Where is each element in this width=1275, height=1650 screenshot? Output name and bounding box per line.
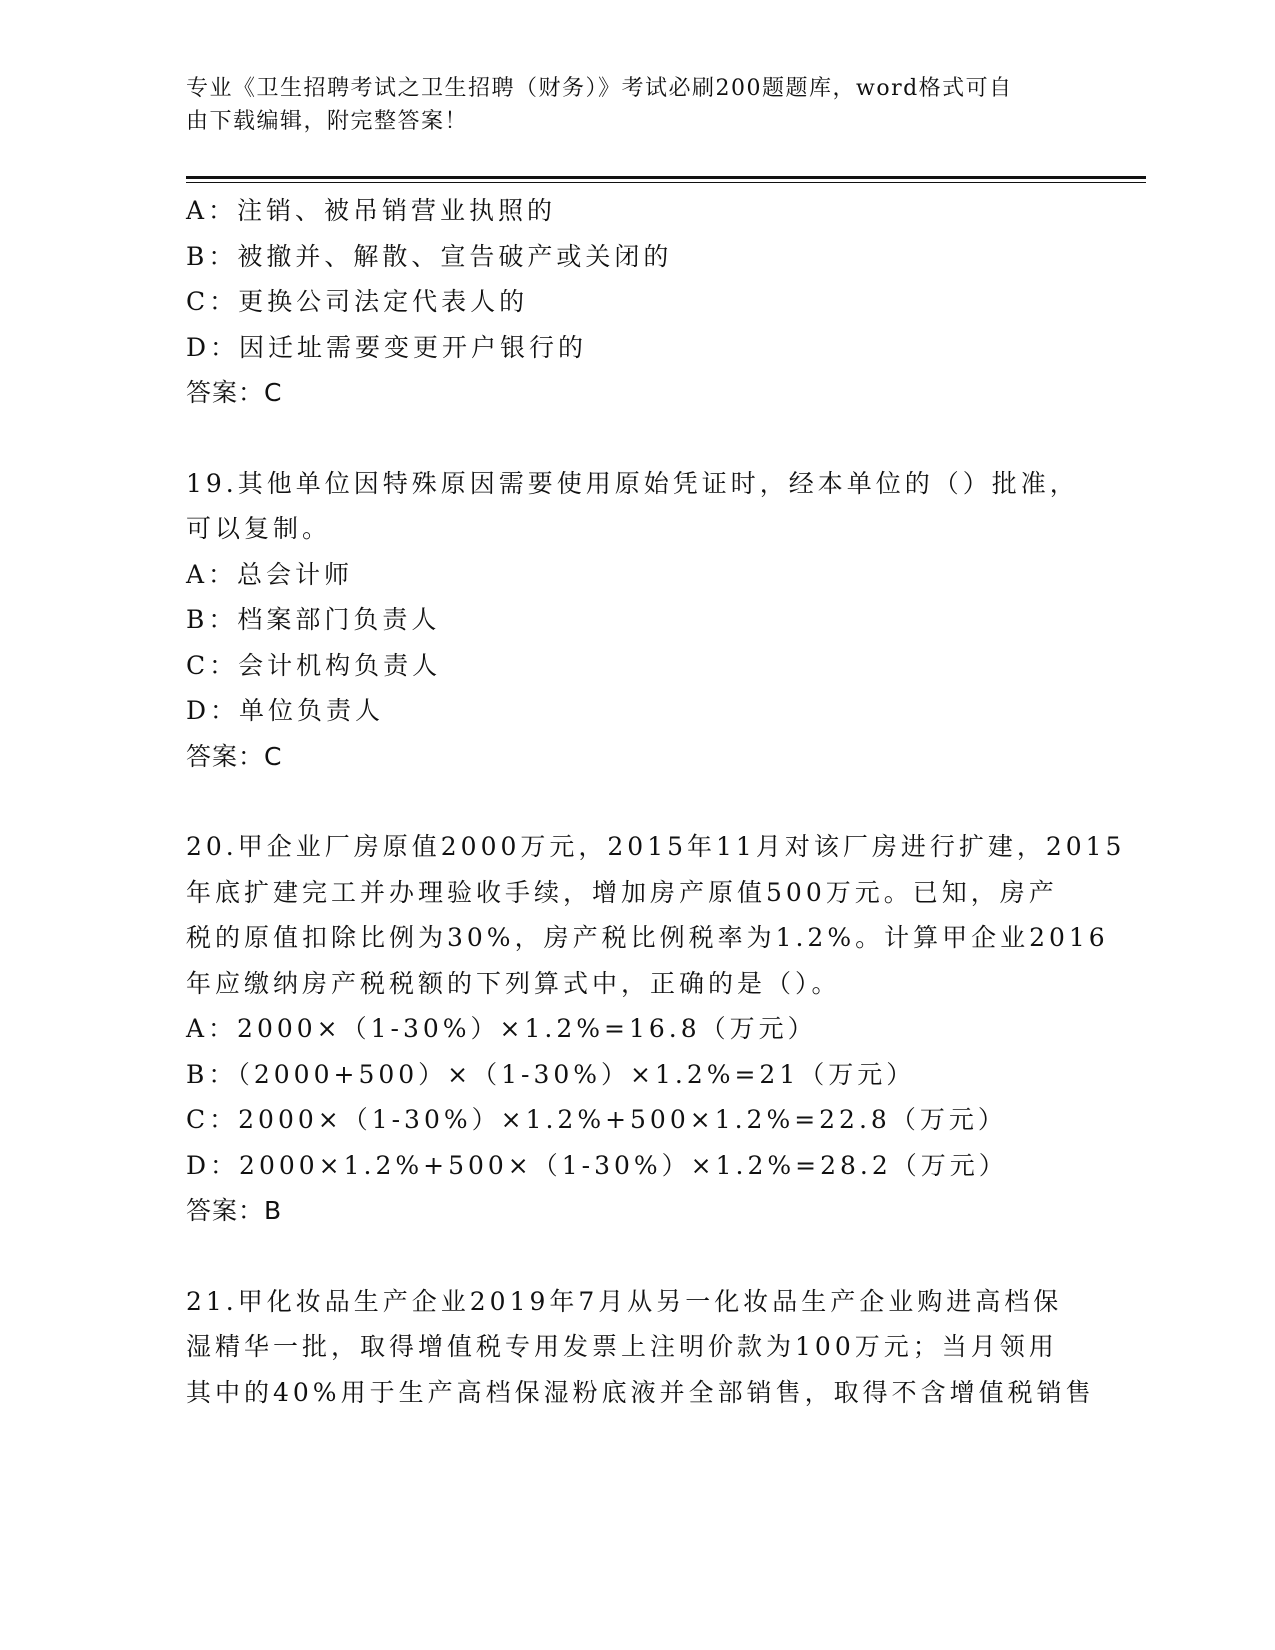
document-body (186, 188, 1126, 1415)
option-d: D：因迁址需要变更开户银行的 (186, 332, 588, 362)
option-c: C：更换公司法定代表人的 (186, 287, 529, 316)
spacer (186, 779, 1086, 824)
option-b: B：（2000+500）×（1-30%）×1.2%=21（万元） (186, 1059, 916, 1089)
question-stem-line: 其中的40%用于生产高档保湿粉底液并全部销售，取得不含增值税销售 (186, 1377, 1095, 1407)
question-20 (186, 824, 1126, 1234)
question-stem-line: 20.甲企业厂房原值2000万元，2015年11月对该厂房进行扩建，2015 (186, 832, 1126, 861)
question-stem-line: 湿精华一批，取得增值税专用发票上注明价款为100万元；当月领用 (186, 1332, 1058, 1361)
option-b: B：档案部门负责人 (186, 605, 441, 634)
question-18 (186, 188, 1086, 416)
question-stem-line: 年应缴纳房产税税额的下列算式中，正确的是（）。 (186, 968, 841, 998)
document-header (186, 72, 1066, 138)
question-stem-line: 年底扩建完工并办理验收手续，增加房产原值500万元。已知，房产 (186, 877, 1058, 907)
question-stem-line: 税的原值扣除比例为30%，房产税比例税率为1.2%。计算甲企业2016 (186, 923, 1109, 952)
option-b: B：被撤并、解散、宣告破产或关闭的 (186, 241, 673, 271)
question-stem-line: 可以复制。 (186, 514, 332, 543)
option-a: A：注销、被吊销营业执照的 (186, 196, 557, 225)
option-a: A：2000×（1-30%）×1.2%=16.8（万元） (186, 1014, 817, 1043)
option-c: C：2000×（1-30%）×1.2%+500×1.2%=22.8（万元） (186, 1105, 1007, 1134)
header-line-2: 由下载编辑，附完整答案！ (186, 109, 469, 134)
option-c: C：会计机构负责人 (186, 650, 442, 680)
spacer (186, 1234, 1086, 1279)
header-rule-thin (186, 182, 1146, 183)
header-line-1: 专业《卫生招聘考试之卫生招聘（财务）》考试必刷200题题库，word格式可自 (186, 76, 1013, 101)
option-d: D：单位负责人 (186, 696, 385, 725)
question-stem-line: 21.甲化妆品生产企业2019年7月从另一化妆品生产企业购进高档保 (186, 1286, 1063, 1316)
option-d: D：2000×1.2%+500×（1-30%）×1.2%=28.2（万元） (186, 1150, 1008, 1180)
question-21 (186, 1279, 1095, 1416)
question-stem-line: 19.其他单位因特殊原因需要使用原始凭证时，经本单位的（）批准， (186, 468, 1079, 498)
question-19 (186, 461, 1086, 780)
answer: 答案：B (186, 1196, 283, 1225)
header-rule-thick (186, 176, 1146, 179)
answer: 答案：C (186, 741, 283, 771)
answer: 答案：C (186, 378, 283, 407)
spacer (186, 416, 1086, 461)
option-a: A：总会计师 (186, 559, 354, 589)
